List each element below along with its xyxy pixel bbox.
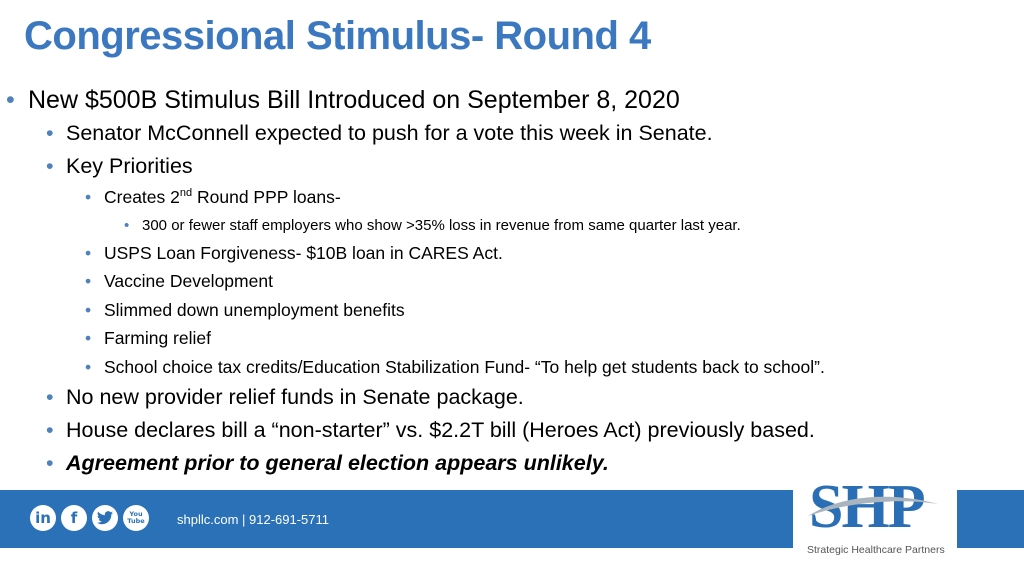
bullet-text: House declares bill a “non-starter” vs. $2.2T bill (Heroes Act) previously based.: [66, 418, 815, 442]
bullet-text: Vaccine Development: [104, 271, 273, 291]
bullet-level3: [0, 296, 1000, 325]
bullet-text: 300 or fewer staff employers who show >35% loss in revenue from same quarter last year.: [142, 216, 741, 234]
bullet-level2: [0, 150, 1000, 183]
bullet-text: School choice tax credits/Education Stabilization Fund- “To help get students back to school”.: [104, 356, 825, 377]
bullet-dot-icon: •: [46, 451, 54, 475]
bullet-level3: [0, 239, 1000, 268]
bullet-level2: [0, 414, 1000, 447]
bullet-level4: [0, 212, 1000, 239]
logo-caption: Strategic Healthcare Partners: [807, 544, 945, 556]
bullet-dot-icon: •: [85, 271, 92, 291]
bullet-dot-icon: •: [85, 299, 92, 320]
bullet-text: Creates 2: [104, 187, 180, 207]
social-links: [30, 505, 149, 531]
bullet-list: [0, 84, 1000, 480]
slide-title: Congressional Stimulus- Round 4: [24, 14, 651, 58]
bullet-dot-icon: •: [85, 242, 92, 263]
twitter-bird-icon: [97, 511, 113, 525]
bullet-level3: [0, 183, 1000, 212]
bullet-dot-icon: •: [85, 187, 92, 207]
bullet-level1: [0, 84, 1000, 117]
bullet-level2: [0, 117, 1000, 150]
bullet-dot-icon: •: [46, 418, 54, 442]
bullet-level3: [0, 353, 1000, 382]
bullet-dot-icon: •: [124, 216, 130, 234]
bullet-dot-icon: •: [46, 385, 54, 409]
logo-mark: SHP: [809, 473, 924, 541]
bullet-level3: [0, 324, 1000, 353]
bullet-text: Senator McConnell expected to push for a vote this week in Senate.: [66, 121, 713, 145]
facebook-icon[interactable]: f: [61, 505, 87, 531]
bullet-dot-icon: •: [85, 328, 92, 348]
twitter-icon[interactable]: [92, 505, 118, 531]
footer-contact[interactable]: shpllc.com | 912-691-5711: [177, 512, 330, 527]
superscript: nd: [179, 187, 193, 200]
bullet-text: USPS Loan Forgiveness- $10B loan in CARES Act.: [104, 242, 503, 263]
bullet-text: No new provider relief funds in Senate package.: [66, 385, 524, 409]
bullet-text: Slimmed down unemployment benefits: [104, 299, 405, 320]
bullet-text: New $500B Stimulus Bill Introduced on September 8, 2020: [28, 86, 680, 114]
linkedin-icon[interactable]: in: [30, 505, 56, 531]
bullet-dot-icon: •: [85, 356, 92, 377]
bullet-text-emphasis: Agreement prior to general election appears unlikely.: [66, 451, 609, 475]
bullet-level2: [0, 381, 1000, 414]
bullet-dot-icon: •: [46, 154, 54, 178]
company-logo: [793, 472, 957, 564]
bullet-dot-icon: •: [6, 86, 15, 114]
bullet-dot-icon: •: [46, 121, 54, 145]
youtube-icon[interactable]: You Tube: [123, 505, 149, 531]
logo-swoosh-icon: [803, 490, 943, 520]
bullet-text: Round PPP loans-: [192, 187, 341, 207]
bullet-text: Farming relief: [104, 328, 211, 348]
bullet-level3: [0, 267, 1000, 296]
bullet-text: Key Priorities: [66, 154, 193, 178]
